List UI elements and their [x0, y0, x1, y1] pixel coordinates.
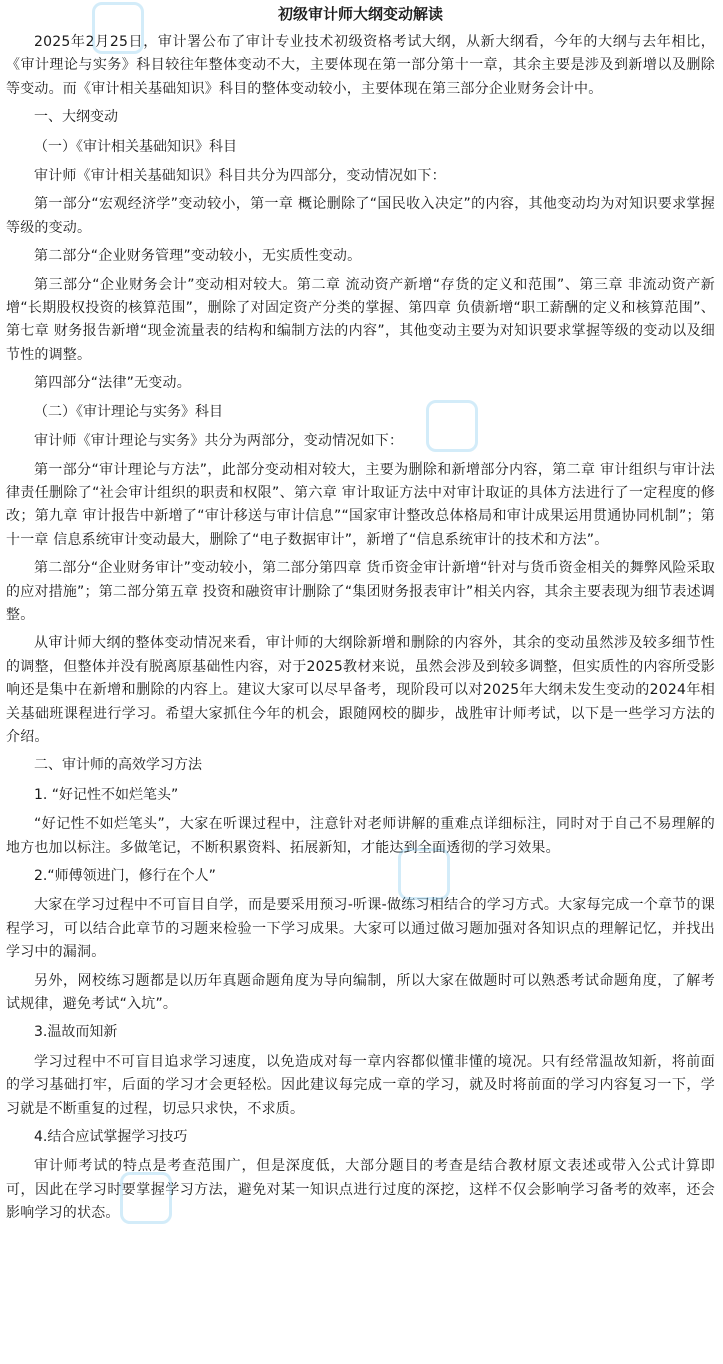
method-heading-2: 2.“师傅领进门，修行在个人” — [34, 868, 216, 884]
paragraph-part-two: 第二部分“企业财务管理”变动较小，无实质性变动。 — [34, 248, 362, 265]
method-heading-3: 3.温故而知新 — [34, 1024, 118, 1041]
paragraph-intro: 2025年2月25日，审计署公布了审计专业技术初级资格考试大纲，从新大纲看，今年的大纲与去年相比，《审计理论与实务》科目较往年整体变动不大，主要体现在第一部分第十一章，其余主要是涉及到新增以及删除等变动。而《审计相关基础知识》科目的整体变动较小，主要体现在第三部分企业财务会计中。 — [6, 34, 715, 97]
paragraph-basics-overview: 审计师《审计相关基础知识》科目共分为四部分，变动情况如下： — [34, 168, 446, 185]
paragraph-practice-part-one: 第一部分“审计理论与方法”，此部分变动相对较大，主要为删除和新增部分内容，第二章 审计组织与审计法律责任删除了“社会审计组织的职责和权限”、第六章 审计取证方法中对审计取证的具体方法进行了一定程度的修改；第九章 审计报告中新增了“审计移送与审计信息”“国家审计整改总体格局和审计成果运用贯通协同机制”；第十一章 信息系统审计变动最大，删除了“电子数据审计”，新增了“信息系统审计的技术和方法”。 — [6, 461, 715, 548]
paragraph-method-4: 审计师考试的特点是考查范围广，但是深度低，大部分题目的考查是结合教材原文表述或带入公式计算即可，因此在学习时要掌握学习方法，避免对某一知识点进行过度的深挖，这样不仅会影响学习备考的效率，还会影响学习的状态。 — [6, 1158, 715, 1222]
subsection-heading-practice: （二）《审计理论与实务》科目 — [34, 403, 223, 420]
section-heading-study-methods: 二、审计师的高效学习方法 — [34, 757, 202, 774]
paragraph-part-three: 第三部分“企业财务会计”变动相对较大。第二章 流动资产新增“存货的定义和范围”、第三章 非流动资产新增“长期股权投资的核算范围”，删除了对固定资产分类的掌握、第四章 负债新增“职工薪酬的定义和核算范围”、第七章 财务报告新增“现金流量表的结构和编制方法的内容”，其他变动主要为对知识要求掌握等级的变动以及细节性的调整。 — [6, 276, 715, 363]
paragraph-method-1: “好记性不如烂笔头”，大家在听课过程中，注意针对老师讲解的重难点详细标注，同时对于自己不易理解的地方也加以标注。多做笔记，不断积累资料、拓展新知，才能达到全面透彻的学习效果。 — [6, 816, 715, 856]
article-title: 初级审计师大纲变动解读 — [277, 5, 443, 23]
subsection-heading-basics: （一）《审计相关基础知识》科目 — [34, 138, 237, 155]
paragraph-part-four: 第四部分“法律”无变动。 — [34, 375, 191, 392]
section-heading-outline-changes: 一、大纲变动 — [34, 109, 118, 126]
method-heading-1: 1. “好记性不如烂笔头” — [34, 786, 179, 803]
paragraph-method-3: 学习过程中不可盲目追求学习速度，以免造成对每一章内容都似懂非懂的境况。只有经常温故知新，将前面的学习基础打牢，后面的学习才会更轻松。因此建议每完成一章的学习，就及时将前面的学习内容复习一下，学习就是不断重复的过程，切忌只求快，不求质。 — [6, 1053, 715, 1117]
paragraph-summary: 从审计师大纲的整体变动情况来看，审计师的大纲除新增和删除的内容外，其余的变动虽然涉及较多细节性的调整，但整体并没有脱离原基础性内容，对于2025教材来说，虽然会涉及到较多调整，但实质性的内容所受影响还是集中在新增和删除的内容上。建议大家可以尽早备考，现阶段可以对2025年大纲未发生变动的2024年相关基础班课程进行学习。希望大家抓住今年的机会，跟随网校的脚步，战胜审计师考试，以下是一些学习方法的介绍。 — [6, 635, 715, 745]
paragraph-method-2a: 大家在学习过程中不可盲目自学，而是要采用预习-听课-做练习相结合的学习方式。大家每完成一个章节的课程学习，可以结合此章节的习题来检验一下学习成果。大家可以通过做习题加强对各知识点的理解记忆，并找出学习中的漏洞。 — [6, 897, 715, 961]
paragraph-practice-overview: 审计师《审计理论与实务》共分为两部分，变动情况如下： — [34, 433, 404, 450]
paragraph-method-2b: 另外，网校练习题都是以历年真题命题角度为导向编制，所以大家在做题时可以熟悉考试命题角度，了解考试规律，避免考试“入坑”。 — [6, 972, 715, 1013]
paragraph-practice-part-two: 第二部分“企业财务审计”变动较小，第二部分第四章 货币资金审计新增“针对与货币资金相关的舞弊风险采取的应对措施”；第二部分第五章 投资和融资审计删除了“集团财务报表审计”相关内容，其余主要表现为细节表述调整。 — [6, 560, 715, 623]
method-heading-4: 4.结合应试掌握学习技巧 — [34, 1129, 188, 1146]
paragraph-part-one: 第一部分“宏观经济学”变动较小，第一章 概论删除了“国民收入决定”的内容，其他变动均为对知识要求掌握等级的变动。 — [6, 196, 715, 236]
